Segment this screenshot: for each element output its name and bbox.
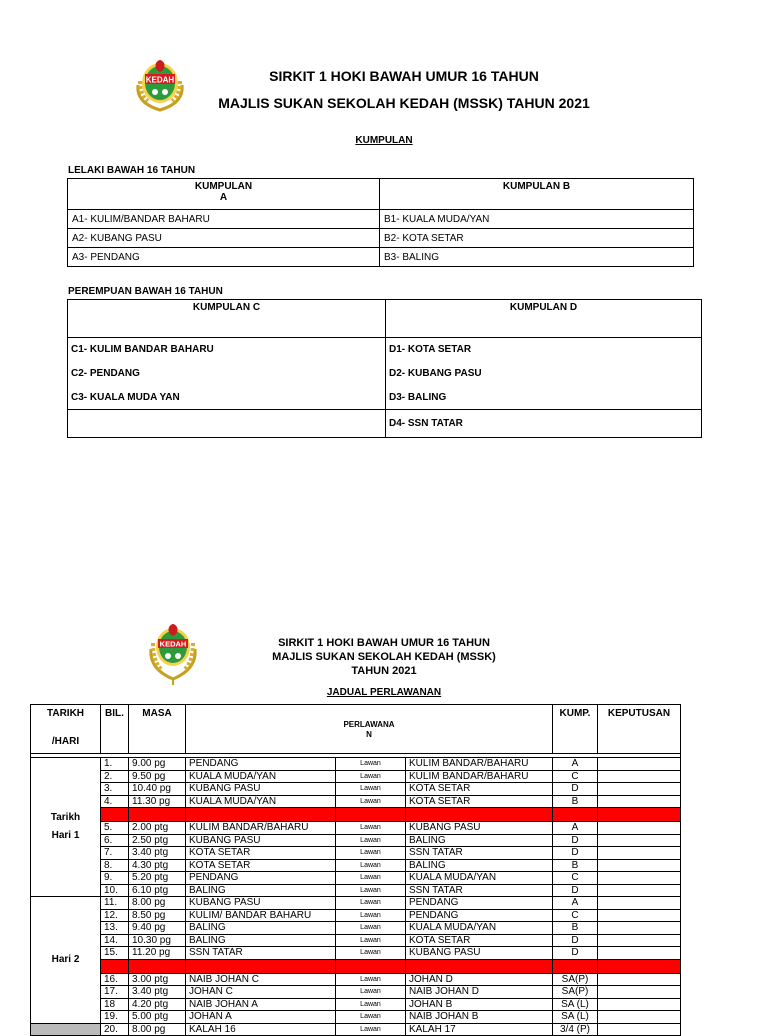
schedule-table <box>30 704 681 1036</box>
match-vs-label: Lawan <box>336 973 406 986</box>
match-away-team: KOTA SETAR <box>406 783 553 796</box>
schedule-title-line3: TAHUN 2021 <box>351 665 417 677</box>
kumpulan-d-header: KUMPULAN D <box>386 300 702 338</box>
keputusan-header: KEPUTUSAN <box>598 705 681 754</box>
match-bil: 19. <box>101 1011 129 1024</box>
break-cell <box>101 959 129 973</box>
match-vs-label: Lawan <box>336 884 406 897</box>
schedule-title-line1: SIRKIT 1 HOKI BAWAH UMUR 16 TAHUN <box>278 637 490 649</box>
match-kump: B <box>553 859 598 872</box>
match-masa: 9.50 pg <box>129 770 186 783</box>
match-away-team: BALING <box>406 859 553 872</box>
match-vs-label: Lawan <box>336 758 406 771</box>
match-keputusan <box>598 872 681 885</box>
match-away-team: KALAH 17 <box>406 1023 553 1036</box>
group-b-team: B2- KOTA SETAR <box>380 229 694 248</box>
match-vs-label: Lawan <box>336 1023 406 1036</box>
match-away-team: KULIM BANDAR/BAHARU <box>406 758 553 771</box>
match-row <box>31 947 681 960</box>
match-vs-label: Lawan <box>336 934 406 947</box>
break-row <box>31 808 681 822</box>
group-d-team: D4- SSN TATAR <box>386 410 702 438</box>
group-c-team <box>68 410 386 438</box>
match-home-team: KUBANG PASU <box>186 783 336 796</box>
day1-cell: Tarikh Hari 1 <box>31 758 101 897</box>
bil-header: BIL. <box>101 705 129 754</box>
match-vs-label: Lawan <box>336 834 406 847</box>
match-keputusan <box>598 859 681 872</box>
break-cell <box>186 808 336 822</box>
match-keputusan <box>598 922 681 935</box>
match-kump: D <box>553 847 598 860</box>
match-masa: 8.50 pg <box>129 909 186 922</box>
match-kump: SA(P) <box>553 986 598 999</box>
match-row <box>31 822 681 835</box>
match-home-team: PENDANG <box>186 758 336 771</box>
match-bil: 10. <box>101 884 129 897</box>
match-home-team: KUBANG PASU <box>186 897 336 910</box>
match-vs-label: Lawan <box>336 986 406 999</box>
match-kump: D <box>553 934 598 947</box>
match-away-team: KULIM BANDAR/BAHARU <box>406 770 553 783</box>
match-bil: 18 <box>101 998 129 1011</box>
match-kump: B <box>553 795 598 808</box>
match-vs-label: Lawan <box>336 1011 406 1024</box>
match-vs-label: Lawan <box>336 872 406 885</box>
lelaki-label: LELAKI BAWAH 16 TAHUN <box>68 165 196 176</box>
match-row <box>31 834 681 847</box>
match-row <box>31 986 681 999</box>
match-away-team: KUALA MUDA/YAN <box>406 922 553 935</box>
match-home-team: KUALA MUDA/YAN <box>186 795 336 808</box>
break-cell <box>598 808 681 822</box>
kump-header: KUMP. <box>553 705 598 754</box>
match-kump: C <box>553 770 598 783</box>
match-home-team: NAIB JOHAN C <box>186 973 336 986</box>
match-bil: 9. <box>101 872 129 885</box>
match-away-team: BALING <box>406 834 553 847</box>
match-row <box>31 872 681 885</box>
match-keputusan <box>598 783 681 796</box>
match-away-team: NAIB JOHAN D <box>406 986 553 999</box>
match-keputusan <box>598 973 681 986</box>
match-masa: 3.40 ptg <box>129 986 186 999</box>
match-keputusan <box>598 909 681 922</box>
match-kump: SA (L) <box>553 1011 598 1024</box>
match-masa: 10.30 pg <box>129 934 186 947</box>
kumpulan-b-header: KUMPULAN B <box>380 179 694 210</box>
match-masa: 4.20 ptg <box>129 998 186 1011</box>
group-c-team: C3- KUALA MUDA YAN <box>68 386 386 410</box>
match-kump: A <box>553 897 598 910</box>
match-row <box>31 758 681 771</box>
group-a-team: A2- KUBANG PASU <box>68 229 380 248</box>
group-a-team: A1- KULIM/BANDAR BAHARU <box>68 210 380 229</box>
match-keputusan <box>598 795 681 808</box>
match-masa: 2.50 ptg <box>129 834 186 847</box>
group-a-team: A3- PENDANG <box>68 248 380 267</box>
match-masa: 9.00 pg <box>129 758 186 771</box>
match-masa: 3.00 ptg <box>129 973 186 986</box>
day3-cell <box>31 1023 101 1036</box>
match-row <box>31 998 681 1011</box>
schedule-title-line2: MAJLIS SUKAN SEKOLAH KEDAH (MSSK) <box>272 651 496 663</box>
match-vs-label: Lawan <box>336 909 406 922</box>
kumpulan-heading: KUMPULAN <box>355 135 413 146</box>
match-home-team: KALAH 16 <box>186 1023 336 1036</box>
group-b-team: B1- KUALA MUDA/YAN <box>380 210 694 229</box>
match-bil: 16. <box>101 973 129 986</box>
match-bil: 4. <box>101 795 129 808</box>
match-row <box>31 795 681 808</box>
match-row <box>31 770 681 783</box>
match-home-team: KUBANG PASU <box>186 834 336 847</box>
kumpulan-c-header: KUMPULAN C <box>68 300 386 338</box>
match-home-team: KOTA SETAR <box>186 859 336 872</box>
match-masa: 8.00 pg <box>129 1023 186 1036</box>
match-vs-label: Lawan <box>336 998 406 1011</box>
masa-header: MASA <box>129 705 186 754</box>
match-keputusan <box>598 897 681 910</box>
match-keputusan <box>598 1011 681 1024</box>
tarikh-header: TARIKH /HARI <box>31 705 101 754</box>
match-masa: 11.30 pg <box>129 795 186 808</box>
match-vs-label: Lawan <box>336 922 406 935</box>
break-cell <box>336 959 406 973</box>
match-masa: 5.00 ptg <box>129 1011 186 1024</box>
match-masa: 8.00 pg <box>129 897 186 910</box>
match-keputusan <box>598 947 681 960</box>
match-home-team: KUALA MUDA/YAN <box>186 770 336 783</box>
match-bil: 17. <box>101 986 129 999</box>
match-home-team: KULIM BANDAR/BAHARU <box>186 822 336 835</box>
match-row <box>31 859 681 872</box>
match-bil: 7. <box>101 847 129 860</box>
match-vs-label: Lawan <box>336 822 406 835</box>
day2-cell: Hari 2 <box>31 897 101 1024</box>
match-away-team: KUALA MUDA/YAN <box>406 872 553 885</box>
lelaki-group-table <box>67 178 694 267</box>
match-masa: 4.30 ptg <box>129 859 186 872</box>
match-keputusan <box>598 834 681 847</box>
group-d-team: D2- KUBANG PASU <box>386 362 702 386</box>
perempuan-group-table <box>67 299 702 438</box>
match-bil: 15. <box>101 947 129 960</box>
match-away-team: KOTA SETAR <box>406 934 553 947</box>
match-keputusan <box>598 998 681 1011</box>
page-title-line2: MAJLIS SUKAN SEKOLAH KEDAH (MSSK) TAHUN 2021 <box>218 95 590 111</box>
match-kump: 3/4 (P) <box>553 1023 598 1036</box>
match-home-team: SSN TATAR <box>186 947 336 960</box>
match-bil: 12. <box>101 909 129 922</box>
match-row <box>31 934 681 947</box>
match-keputusan <box>598 1023 681 1036</box>
match-bil: 13. <box>101 922 129 935</box>
match-keputusan <box>598 884 681 897</box>
match-bil: 1. <box>101 758 129 771</box>
match-masa: 3.40 ptg <box>129 847 186 860</box>
match-keputusan <box>598 822 681 835</box>
match-home-team: BALING <box>186 884 336 897</box>
match-keputusan <box>598 758 681 771</box>
match-bil: 8. <box>101 859 129 872</box>
perlawanan-header: PERLAWANA N <box>186 705 553 754</box>
match-vs-label: Lawan <box>336 897 406 910</box>
match-masa: 10.40 pg <box>129 783 186 796</box>
match-away-team: KUBANG PASU <box>406 947 553 960</box>
match-bil: 20. <box>101 1023 129 1036</box>
match-row <box>31 1011 681 1024</box>
match-away-team: KUBANG PASU <box>406 822 553 835</box>
match-vs-label: Lawan <box>336 847 406 860</box>
match-away-team: PENDANG <box>406 909 553 922</box>
match-kump: C <box>553 909 598 922</box>
break-cell <box>553 808 598 822</box>
match-home-team: BALING <box>186 922 336 935</box>
match-keputusan <box>598 986 681 999</box>
match-away-team: KOTA SETAR <box>406 795 553 808</box>
match-kump: C <box>553 872 598 885</box>
match-bil: 6. <box>101 834 129 847</box>
jadual-heading: JADUAL PERLAWANAN <box>326 687 442 698</box>
match-row <box>31 922 681 935</box>
match-vs-label: Lawan <box>336 783 406 796</box>
match-masa: 9.40 pg <box>129 922 186 935</box>
match-row <box>31 909 681 922</box>
break-cell <box>336 808 406 822</box>
match-bil: 2. <box>101 770 129 783</box>
match-bil: 14. <box>101 934 129 947</box>
group-d-team: D1- KOTA SETAR <box>386 338 702 362</box>
match-vs-label: Lawan <box>336 770 406 783</box>
match-kump: D <box>553 884 598 897</box>
match-keputusan <box>598 934 681 947</box>
kumpulan-a-header: KUMPULAN A <box>68 179 380 210</box>
match-row <box>31 973 681 986</box>
group-c-team: C1- KULIM BANDAR BAHARU <box>68 338 386 362</box>
match-kump: D <box>553 947 598 960</box>
match-kump: SA(P) <box>553 973 598 986</box>
match-masa: 2.00 ptg <box>129 822 186 835</box>
match-bil: 5. <box>101 822 129 835</box>
group-b-team: B3- BALING <box>380 248 694 267</box>
match-home-team: KOTA SETAR <box>186 847 336 860</box>
match-away-team: JOHAN D <box>406 973 553 986</box>
match-kump: A <box>553 822 598 835</box>
match-vs-label: Lawan <box>336 795 406 808</box>
break-row <box>31 959 681 973</box>
group-d-team: D3- BALING <box>386 386 702 410</box>
match-masa: 11.20 pg <box>129 947 186 960</box>
match-bil: 3. <box>101 783 129 796</box>
match-away-team: PENDANG <box>406 897 553 910</box>
match-away-team: SSN TATAR <box>406 847 553 860</box>
break-cell <box>186 959 336 973</box>
match-vs-label: Lawan <box>336 947 406 960</box>
match-away-team: JOHAN B <box>406 998 553 1011</box>
group-c-team: C2- PENDANG <box>68 362 386 386</box>
match-home-team: KULIM/ BANDAR BAHARU <box>186 909 336 922</box>
match-away-team: SSN TATAR <box>406 884 553 897</box>
match-away-team: NAIB JOHAN B <box>406 1011 553 1024</box>
match-home-team: BALING <box>186 934 336 947</box>
match-kump: SA (L) <box>553 998 598 1011</box>
svg-text:KEDAH: KEDAH <box>145 75 175 85</box>
break-cell <box>101 808 129 822</box>
break-cell <box>598 959 681 973</box>
match-row <box>31 783 681 796</box>
match-row <box>31 897 681 910</box>
match-keputusan <box>598 847 681 860</box>
match-home-team: JOHAN C <box>186 986 336 999</box>
match-masa: 6.10 ptg <box>129 884 186 897</box>
svg-text:KEDAH: KEDAH <box>159 639 187 649</box>
match-row <box>31 884 681 897</box>
schedule-header-row <box>31 705 681 754</box>
match-kump: D <box>553 834 598 847</box>
match-row <box>31 1023 681 1036</box>
break-cell <box>406 959 553 973</box>
match-home-team: PENDANG <box>186 872 336 885</box>
match-keputusan <box>598 770 681 783</box>
match-kump: B <box>553 922 598 935</box>
match-vs-label: Lawan <box>336 859 406 872</box>
break-cell <box>406 808 553 822</box>
match-masa: 5.20 ptg <box>129 872 186 885</box>
match-bil: 11. <box>101 897 129 910</box>
match-home-team: JOHAN A <box>186 1011 336 1024</box>
match-kump: A <box>553 758 598 771</box>
match-row <box>31 847 681 860</box>
match-home-team: NAIB JOHAN A <box>186 998 336 1011</box>
match-kump: D <box>553 783 598 796</box>
perempuan-label: PEREMPUAN BAWAH 16 TAHUN <box>68 286 223 297</box>
page-title-line1: SIRKIT 1 HOKI BAWAH UMUR 16 TAHUN <box>269 68 539 84</box>
break-cell <box>129 959 186 973</box>
break-cell <box>553 959 598 973</box>
break-cell <box>129 808 186 822</box>
